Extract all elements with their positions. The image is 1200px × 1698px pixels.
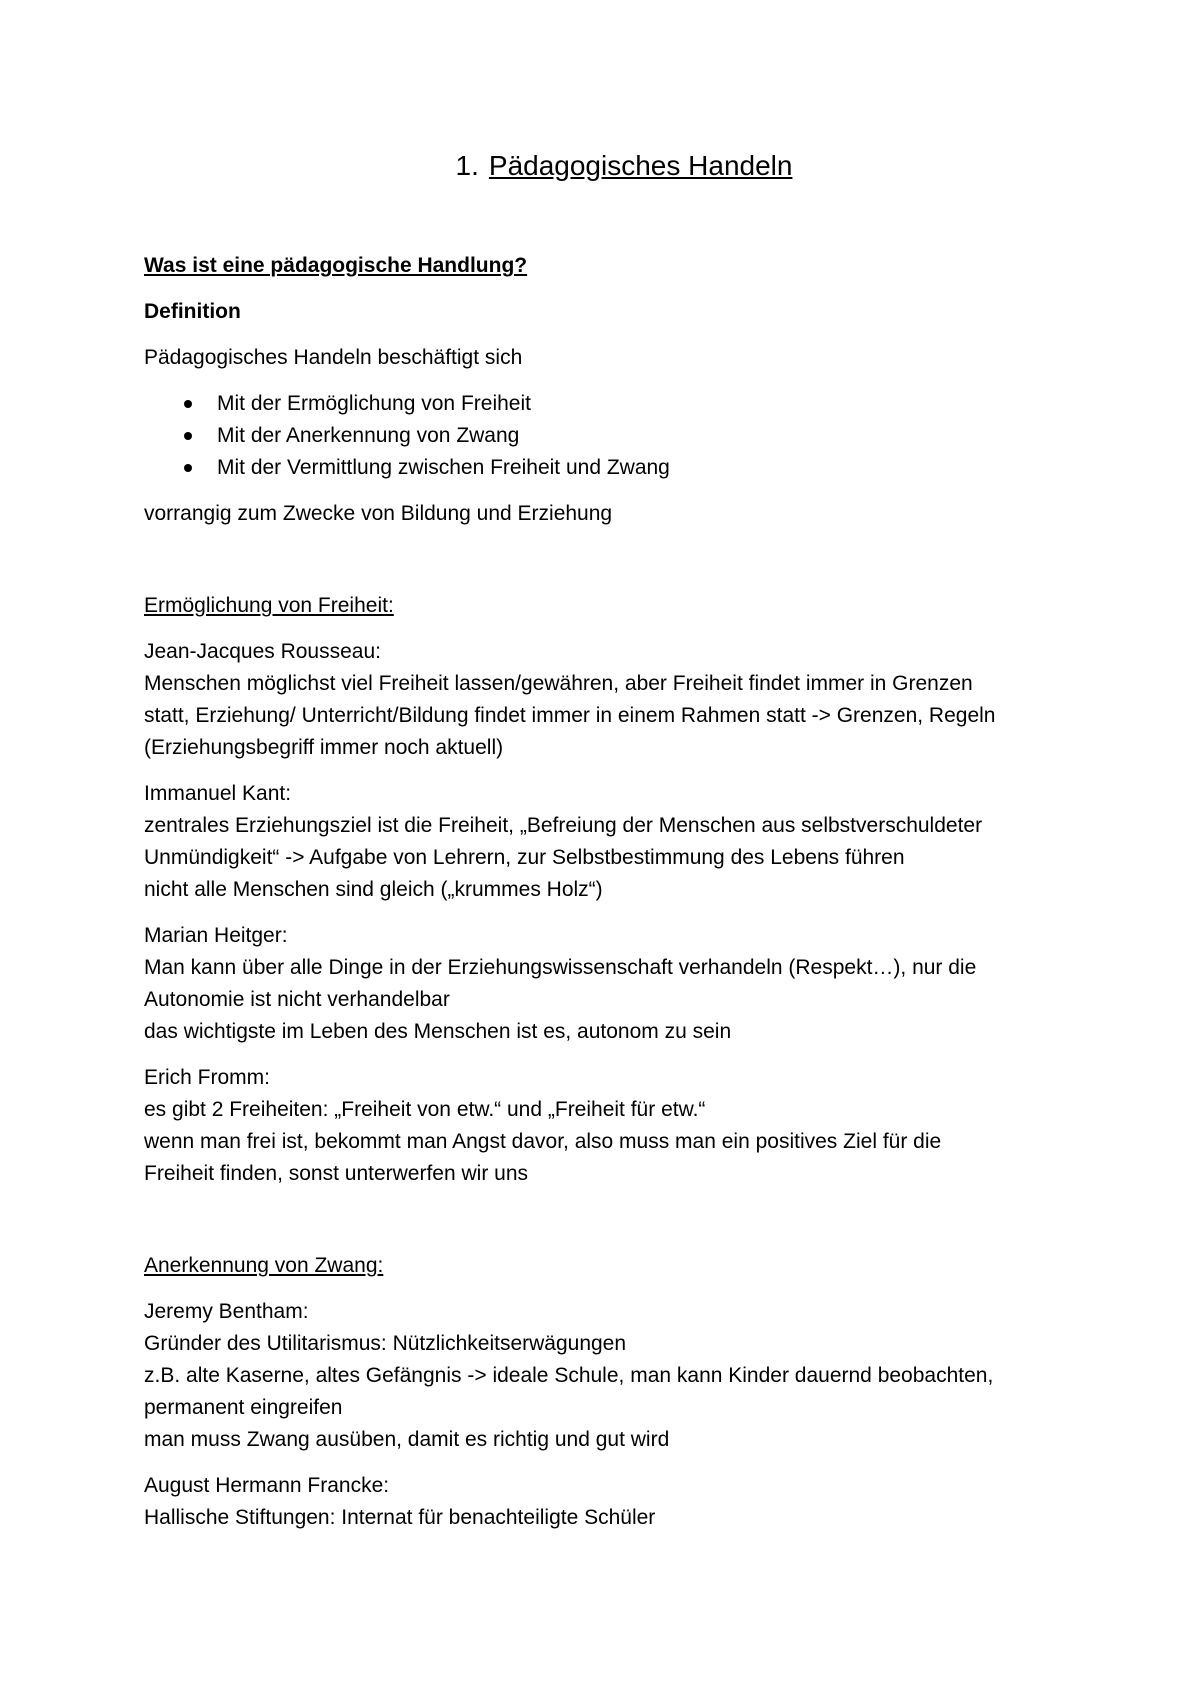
entry-line: Hallische Stiftungen: Internat für benachteiligte Schüler xyxy=(144,1506,656,1529)
title-number: 1. xyxy=(455,150,479,181)
entry-line: man muss Zwang ausüben, damit es richtig und gut wird xyxy=(144,1428,670,1451)
entry-line: Gründer des Utilitarismus: Nützlichkeitserwägungen xyxy=(144,1332,627,1355)
entry-line: wenn man frei ist, bekommt man Angst davor, also muss man ein positives Ziel für die xyxy=(144,1130,942,1153)
entry-line: nicht alle Menschen sind gleich („krummes Holz“) xyxy=(144,878,603,901)
definition-intro: Pädagogisches Handeln beschäftigt sich xyxy=(144,346,523,369)
entry-line: es gibt 2 Freiheiten: „Freiheit von etw.“ und „Freiheit für etw.“ xyxy=(144,1098,706,1121)
bullet-icon xyxy=(184,464,192,472)
entry-name: Immanuel Kant: xyxy=(144,782,292,805)
entry-bentham xyxy=(144,1296,1064,1456)
bullet-text: Mit der Ermöglichung von Freiheit xyxy=(217,392,531,415)
entry-name: Jean-Jacques Rousseau: xyxy=(144,640,381,663)
entry-name: Erich Fromm: xyxy=(144,1066,270,1089)
question-heading: Was ist eine pädagogische Handlung? xyxy=(144,254,528,277)
title-text: Pädagogisches Handeln xyxy=(488,150,793,181)
definition-bullet-list xyxy=(144,388,1064,484)
bullet-item xyxy=(144,452,1064,484)
entry-line: Freiheit finden, sonst unterwerfen wir uns xyxy=(144,1162,529,1185)
entry-francke xyxy=(144,1470,1064,1534)
section-heading-freiheit: Ermöglichung von Freiheit: xyxy=(144,594,394,617)
entry-line: permanent eingreifen xyxy=(144,1396,343,1419)
entry-line: (Erziehungsbegriff immer noch aktuell) xyxy=(144,736,504,759)
entry-line: Man kann über alle Dinge in der Erziehungswissenschaft verhandeln (Respekt…), nur die xyxy=(144,956,977,979)
entry-name: August Hermann Francke: xyxy=(144,1474,390,1497)
section-heading-zwang: Anerkennung von Zwang: xyxy=(144,1254,384,1277)
entry-line: z.B. alte Kaserne, altes Gefängnis -> ideale Schule, man kann Kinder dauernd beobachten, xyxy=(144,1364,994,1387)
entry-line: Unmündigkeit“ -> Aufgabe von Lehrern, zur Selbstbestimmung des Lebens führen xyxy=(144,846,905,869)
entry-heitger xyxy=(144,920,1064,1048)
bullet-text: Mit der Anerkennung von Zwang xyxy=(217,424,520,447)
definition-outro: vorrangig zum Zwecke von Bildung und Erziehung xyxy=(144,502,613,525)
page-title xyxy=(144,148,1064,184)
document-content xyxy=(144,148,1064,1548)
entry-line: Autonomie ist nicht verhandelbar xyxy=(144,988,450,1011)
bullet-item xyxy=(144,420,1064,452)
bullet-text: Mit der Vermittlung zwischen Freiheit und Zwang xyxy=(217,456,670,479)
entry-line: statt, Erziehung/ Unterricht/Bildung findet immer in einem Rahmen statt -> Grenzen, Regeln xyxy=(144,704,996,727)
bullet-item xyxy=(144,388,1064,420)
entry-line: das wichtigste im Leben des Menschen ist es, autonom zu sein xyxy=(144,1020,732,1043)
entry-line: Menschen möglichst viel Freiheit lassen/gewähren, aber Freiheit findet immer in Grenzen xyxy=(144,672,973,695)
entry-name: Jeremy Bentham: xyxy=(144,1300,309,1323)
entry-fromm xyxy=(144,1062,1064,1190)
definition-label: Definition xyxy=(144,300,241,323)
bullet-icon xyxy=(184,400,192,408)
entry-name: Marian Heitger: xyxy=(144,924,288,947)
entry-kant xyxy=(144,778,1064,906)
bullet-icon xyxy=(184,432,192,440)
entry-line: zentrales Erziehungsziel ist die Freiheit, „Befreiung der Menschen aus selbstverschuldeter xyxy=(144,814,983,837)
entry-rousseau xyxy=(144,636,1064,764)
